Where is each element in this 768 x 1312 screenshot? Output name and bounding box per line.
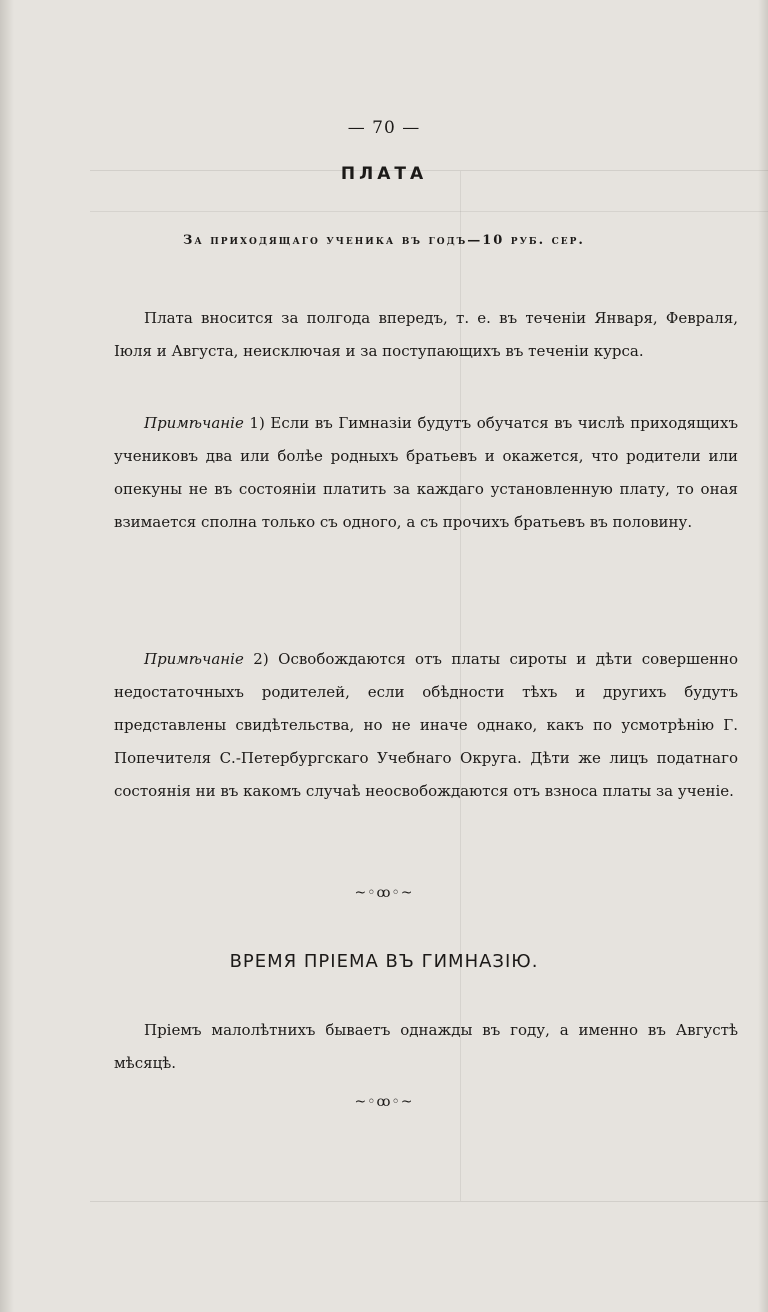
note-1-text: 1) Если въ Гимназіи будутъ обучатся въ числѣ приходящихъ учениковъ два или болѣе родныхъ братьевъ и окажется, что родители или опекуны не въ состояніи платить за каждаго установленную плату, то оная взимается сполна только съ одного, а съ прочихъ братьевъ въ половину.: [114, 414, 738, 531]
fee-amount-line: За приходящаго ученика въ годъ—10 руб. сер.: [183, 233, 585, 248]
page-edge-shadow-left: [0, 0, 14, 1312]
paragraph-payment-terms: Плата вносится за полгода впередъ, т. е. въ теченіи Января, Февраля, Іюля и Августа, неисключая и за поступающихъ въ теченіи курса.: [114, 309, 738, 360]
note-1: [114, 407, 738, 539]
note-1-label: Примѣчаніе: [144, 414, 244, 432]
paragraph-admission: Пріемъ малолѣтнихъ бываетъ однажды въ году, а именно въ Августѣ мѣсяцѣ.: [114, 1021, 738, 1072]
section-heading-admission: ВРЕМЯ ПРІЕМА ВЪ ГИМНАЗІЮ.: [229, 951, 539, 972]
show-through-row-line: [90, 211, 768, 212]
ornament-divider-1: ~◦ꝏ◦~: [354, 885, 414, 901]
note-2: [114, 643, 738, 808]
note-2-text: 2) Освобождаются отъ платы сироты и дѣти совершенно недостаточныхъ родителей, если обѣдности тѣхъ и другихъ будутъ представлены свидѣтельства, но не иначе однако, какъ по усмотрѣнію Г. Попечителя С.-Петербургскаго Учебнаго Округа. Дѣти же лицъ податнаго состоянія ни въ какомъ случаѣ неосвобождаются отъ взноса платы за ученіе.: [114, 650, 738, 800]
note-2-label: Примѣчаніе: [144, 650, 244, 668]
section-heading-fee: ПЛАТА: [340, 164, 428, 184]
page-edge-shadow-right: [758, 0, 768, 1312]
ornament-divider-2: ~◦ꝏ◦~: [354, 1094, 414, 1110]
page-number: — 70 —: [347, 118, 421, 138]
